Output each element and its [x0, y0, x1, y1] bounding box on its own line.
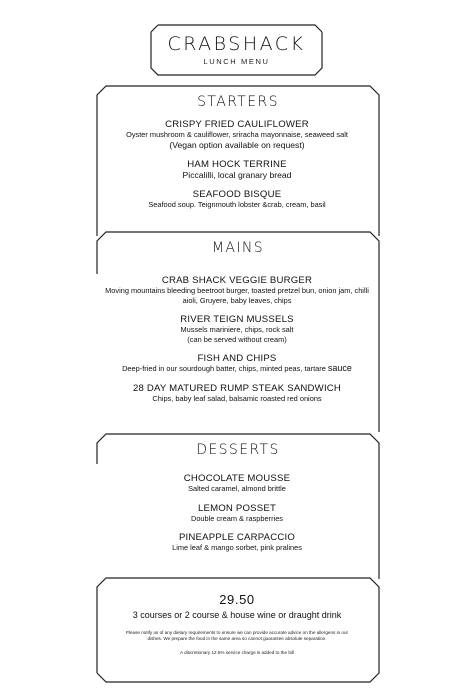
allergy-notice-line2: dishes. We prepare the food in the same area so cannot guarantee absolute separation. — [147, 636, 327, 641]
restaurant-name: CRABSHACK — [167, 33, 306, 55]
item-description: Salted caramel, almond brittle — [188, 484, 286, 493]
menu-item — [0, 119, 474, 150]
menu-item — [0, 159, 474, 180]
menu-item — [0, 383, 474, 404]
menu-item — [0, 503, 474, 524]
menu-item — [0, 275, 474, 305]
service-charge-note: A discretionary 12.5% service charge is added to the bill — [180, 650, 294, 655]
item-name: HAM HOCK TERRINE — [187, 158, 287, 170]
item-name: SEAFOOD BISQUE — [192, 188, 282, 200]
item-description-tail: sauce — [327, 363, 352, 374]
starters-heading: STARTERS — [197, 94, 279, 110]
item-note: (can be served without cream) — [187, 334, 287, 344]
menu-item — [0, 353, 474, 374]
logo — [150, 24, 323, 76]
item-name: RIVER TEIGN MUSSELS — [180, 314, 294, 326]
item-description: Mussels mariniere, chips, rock salt — [180, 325, 294, 335]
desserts-heading: DESSERTS — [196, 442, 280, 458]
mains-list — [0, 275, 474, 413]
item-name: CRISPY FRIED CAULIFLOWER — [165, 119, 309, 130]
item-description: Moving mountains bleeding beetroot burger, toasted pretzel bun, onion jam, chilli — [105, 286, 369, 295]
item-name: 28 DAY MATURED RUMP STEAK SANDWICH — [132, 382, 342, 394]
menu-subtitle: LUNCH MENU — [203, 57, 270, 66]
menu-item — [0, 189, 474, 210]
item-note: (Vegan option available on request) — [169, 139, 305, 150]
item-description: Double cream & raspberries — [190, 513, 283, 523]
item-name: CRAB SHACK VEGGIE BURGER — [161, 275, 313, 286]
item-description: Chips, baby leaf salad, balsamic roasted red onions — [152, 393, 322, 403]
price-block — [0, 592, 474, 656]
item-description: Seafood soup. Teignmouth lobster &crab, cream, basil — [148, 199, 326, 209]
item-description — [0, 364, 474, 374]
menu-price: 29.50 — [219, 592, 255, 607]
item-name: FISH AND CHIPS — [197, 353, 277, 365]
item-description: Oyster mushroom & cauliflower, sriracha mayonnaise, seaweed salt — [126, 130, 348, 139]
allergy-notice-line1: Please notify us of any dietary requirements to ensure we can provide accurate advice on the allergens in our — [125, 630, 349, 635]
mains-heading: MAINS — [211, 240, 265, 256]
item-name: PINEAPPLE CARPACCIO — [178, 532, 296, 544]
menu-item — [0, 473, 474, 494]
item-description: Piccalilli, local granary bread — [182, 169, 292, 180]
desserts-list — [0, 473, 474, 562]
price-offer: 3 courses or 2 course & house wine or draught drink — [132, 610, 342, 620]
item-description-text: Deep-fried in our sourdough batter, chips, minted peas, tartare — [122, 364, 326, 374]
item-name: LEMON POSSET — [197, 502, 277, 514]
item-description: aioli, Gruyere, baby leaves, chips — [182, 295, 292, 305]
starters-list — [0, 119, 474, 218]
item-name: CHOCOLATE MOUSSE — [183, 473, 291, 484]
item-description: Lime leaf & mango sorbet, pink pralines — [172, 543, 302, 553]
menu-item — [0, 314, 474, 344]
menu-item — [0, 532, 474, 553]
